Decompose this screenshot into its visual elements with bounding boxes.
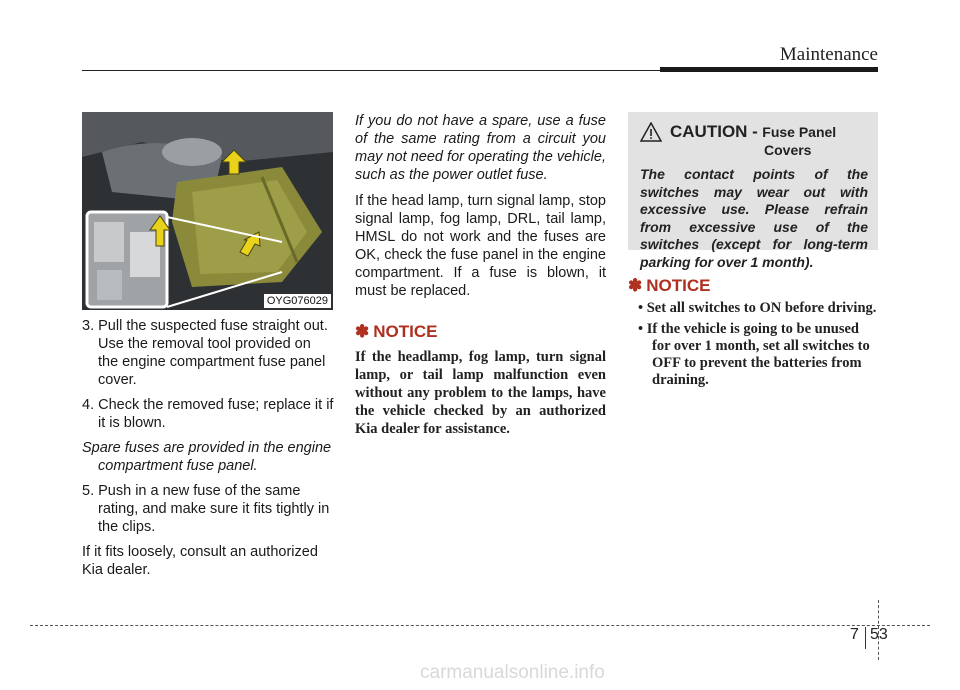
engine-compartment-illustration [82, 112, 333, 310]
spare-fuse-note: Spare fuses are provided in the engine compartment fuse panel. [82, 440, 332, 474]
header-bar [660, 67, 878, 72]
chapter-number: 7 [850, 626, 859, 643]
warning-triangle-icon [640, 122, 662, 142]
caution-heading [640, 122, 868, 142]
page-number-divider [865, 627, 866, 649]
page-number: 53 [870, 626, 888, 643]
caution-subtitle-line2: Covers [764, 142, 812, 158]
caution-box [628, 112, 878, 270]
notice-star-icon: ✽ [628, 276, 643, 295]
caution-subtitle-line1: Fuse Panel [762, 124, 837, 140]
notice-text: If the headlamp, fog lamp, turn signal lamp, or tail lamp malfunction even without any problem to the lamps, have the vehicle checked by an authorized Kia dealer for assistance. [355, 349, 606, 437]
notice-heading [355, 322, 606, 342]
photo-code: OYG076029 [264, 294, 331, 308]
column-right [628, 112, 878, 389]
notice-bullet: • If the vehicle is going to be unused for over 1 month, set all switches to OFF to prevent the batteries from draining. [638, 321, 870, 388]
head-lamp-paragraph: If the head lamp, turn signal lamp, stop signal lamp, fog lamp, DRL, tail lamp, HMSL do not work and the fuses are OK, check the fuse panel in the engine compartment. If a fuse is blown, it must be replaced. [355, 193, 606, 299]
section-title: Maintenance [779, 44, 878, 65]
notice-bullet: • Set all switches to ON before driving. [638, 300, 877, 316]
column-middle [355, 112, 606, 438]
notice-title: NOTICE [373, 322, 438, 341]
footer-divider [30, 625, 930, 626]
notice-star-icon: ✽ [355, 322, 370, 341]
engine-fuse-photo [82, 112, 333, 310]
column-left [82, 112, 334, 579]
caution-text: The contact points of the switches may wear out with excessive use. Please refrain from excessive use of the switches (except for long-term parking for over 1 month). [640, 166, 868, 270]
notice-title-2: NOTICE [646, 276, 711, 295]
caution-label: CAUTION - [670, 122, 758, 141]
step-5: 5. Push in a new fuse of the same rating, and make sure it fits tightly in the clips. [82, 483, 330, 535]
header-rule [82, 70, 660, 71]
watermark: carmanualsonline.info [420, 662, 605, 683]
notice-heading-2 [628, 276, 878, 296]
step-3: 3. Pull the suspected fuse straight out. Use the removal tool provided on the engine compartment fuse panel cover. [82, 318, 328, 388]
caution-title-group [670, 122, 836, 142]
step-4: 4. Check the removed fuse; replace it if it is blown. [82, 397, 334, 431]
loose-fit-note: If it fits loosely, consult an authorized Kia dealer. [82, 544, 318, 578]
no-spare-note: If you do not have a spare, use a fuse of the same rating from a circuit you may not need for operating the vehicle, such as the power outlet fuse. [355, 113, 606, 183]
